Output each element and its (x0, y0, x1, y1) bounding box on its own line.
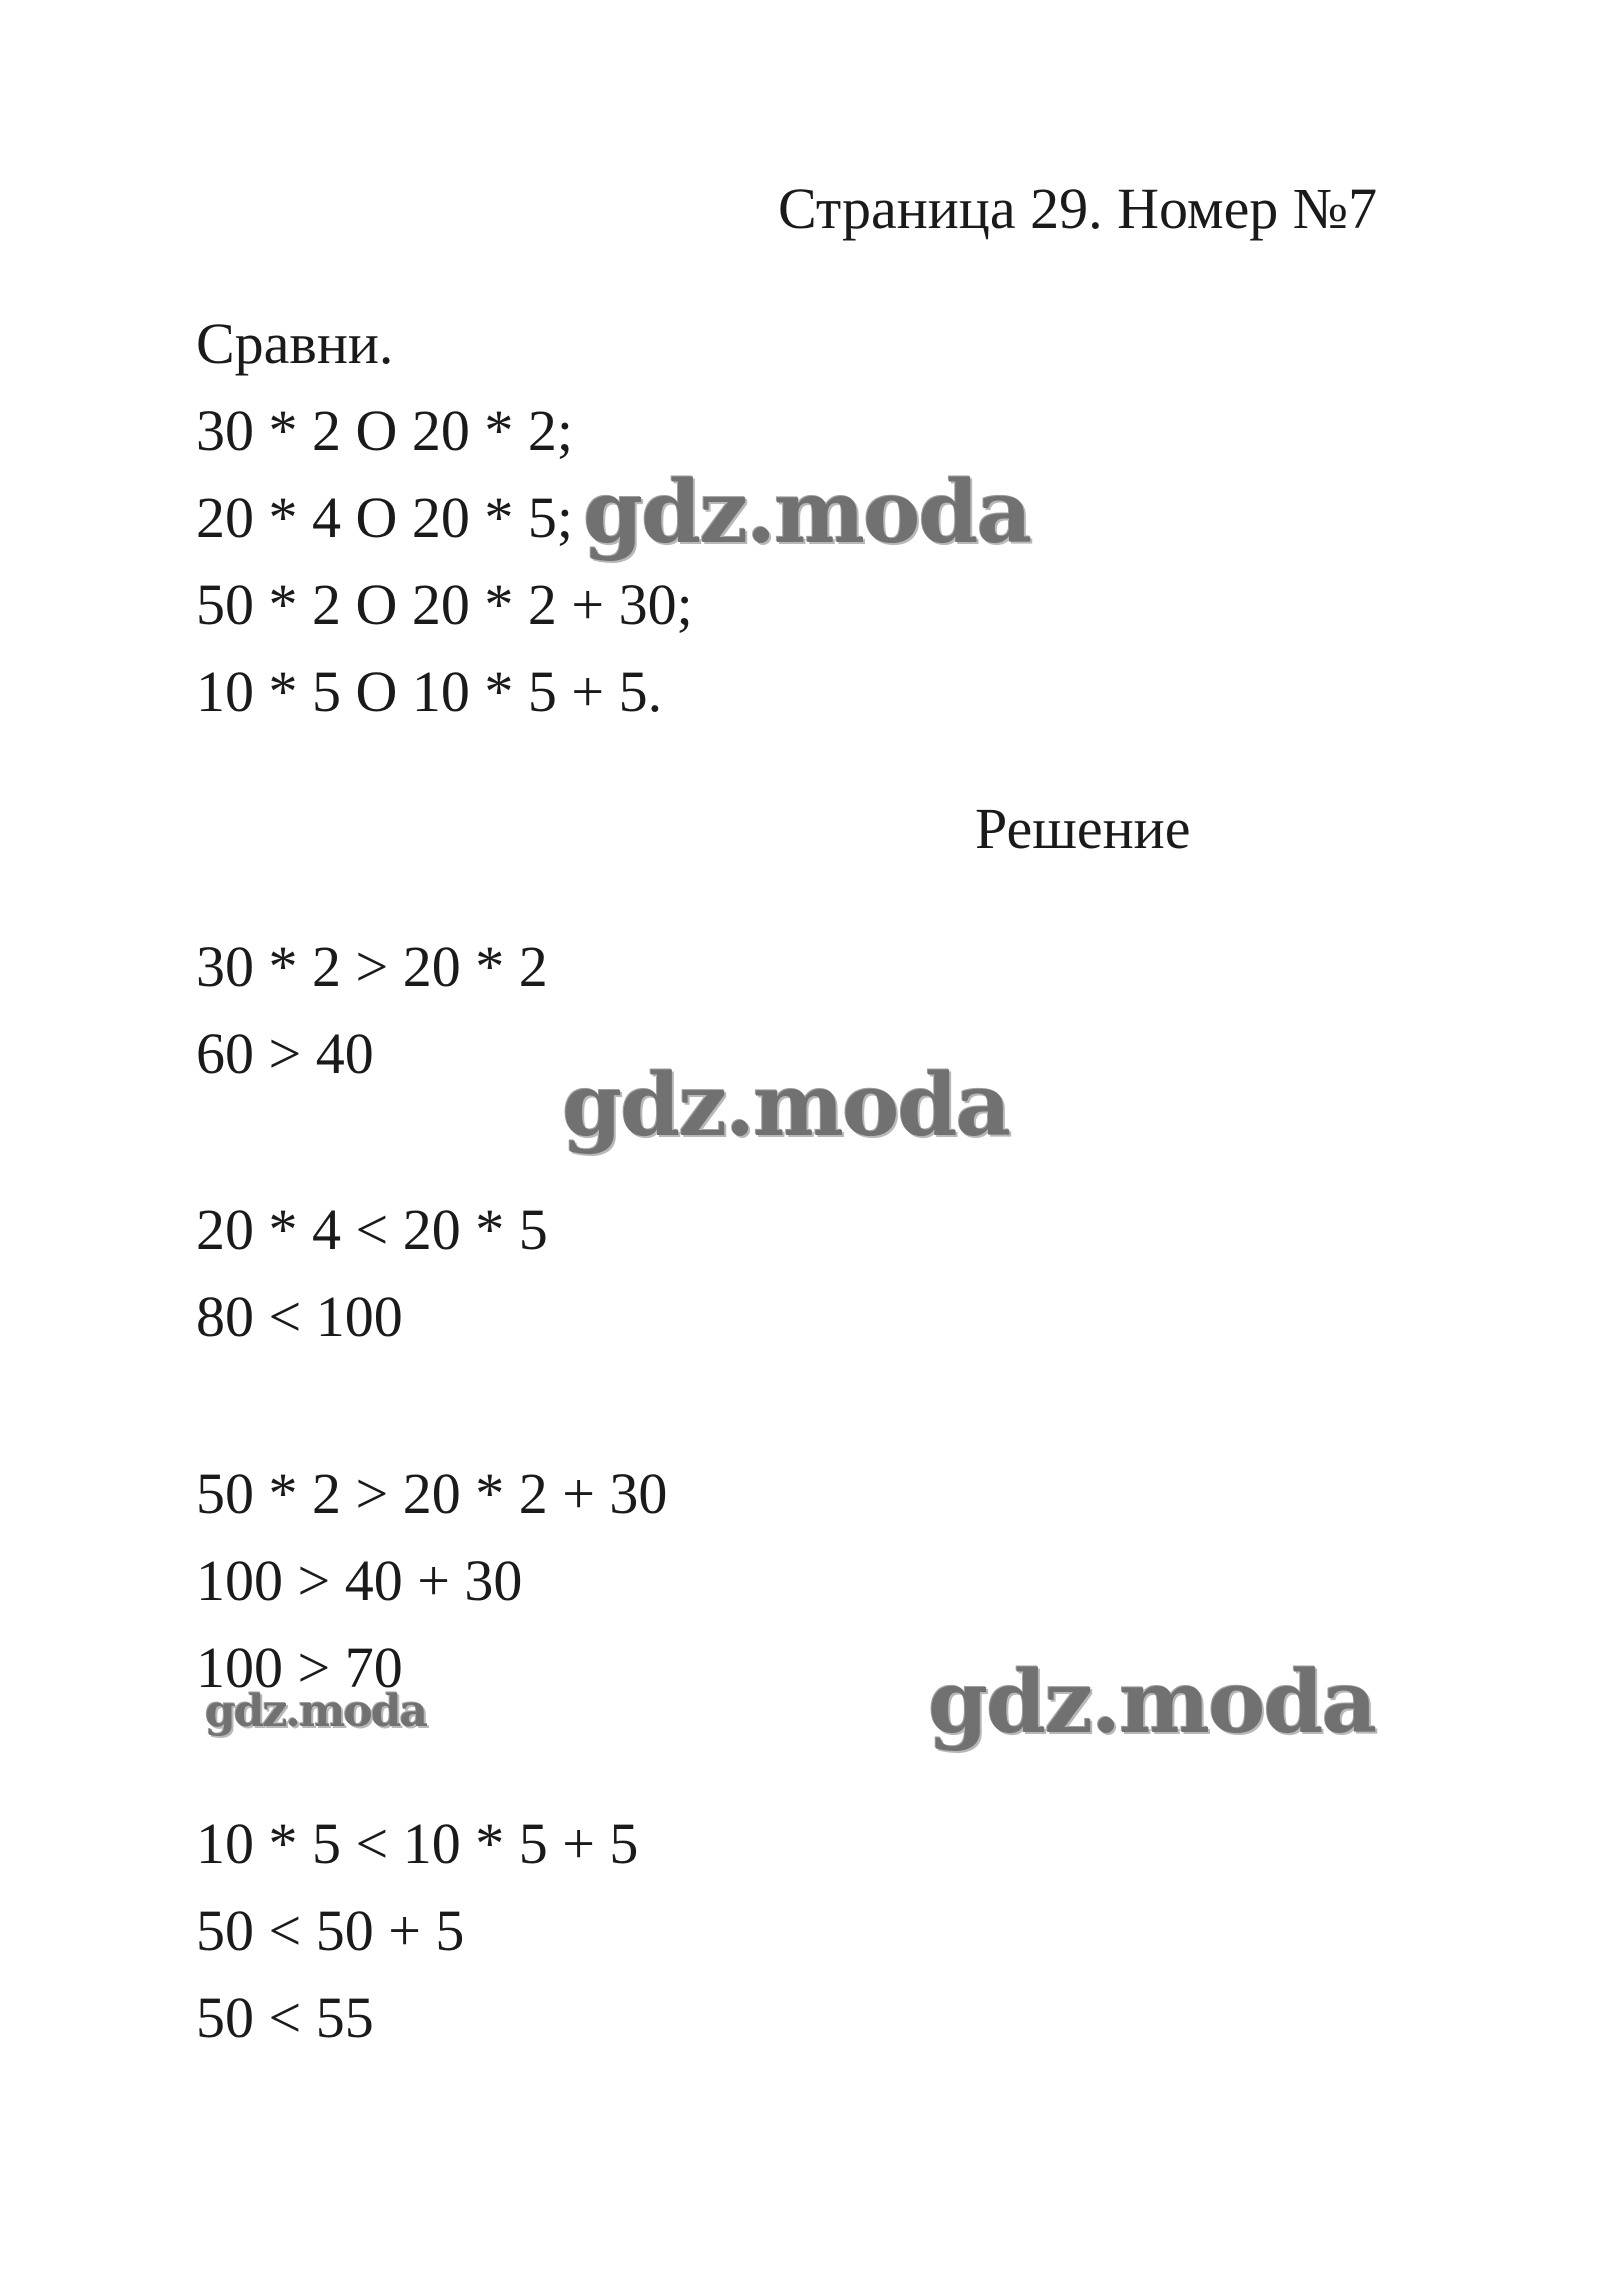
solution-line: 80 < 100 (196, 1284, 403, 1349)
task-line: 10 * 5 O 10 * 5 + 5. (196, 659, 663, 724)
watermark: gdz.moda (205, 1686, 427, 1737)
watermark: gdz.moda (562, 1055, 1010, 1156)
solution-line: 100 > 70 (196, 1635, 403, 1700)
watermark: gdz.moda (583, 462, 1031, 563)
solution-line: 20 * 4 < 20 * 5 (196, 1197, 548, 1262)
solution-line: 50 * 2 > 20 * 2 + 30 (196, 1461, 668, 1526)
solution-line: 60 > 40 (196, 1021, 374, 1086)
task-instruction: Сравни. (196, 311, 394, 376)
task-line: 30 * 2 O 20 * 2; (196, 398, 573, 463)
solution-line: 100 > 40 + 30 (196, 1548, 523, 1613)
solution-line: 30 * 2 > 20 * 2 (196, 934, 548, 999)
solution-line: 50 < 55 (196, 1985, 374, 2050)
solution-heading: Решение (975, 796, 1191, 861)
solution-line: 50 < 50 + 5 (196, 1898, 465, 1963)
solution-line: 10 * 5 < 10 * 5 + 5 (196, 1811, 639, 1876)
task-line: 50 * 2 O 20 * 2 + 30; (196, 572, 693, 637)
watermark: gdz.moda (928, 1652, 1376, 1753)
page-title: Страница 29. Номер №7 (778, 176, 1378, 241)
task-line: 20 * 4 O 20 * 5; (196, 485, 573, 550)
